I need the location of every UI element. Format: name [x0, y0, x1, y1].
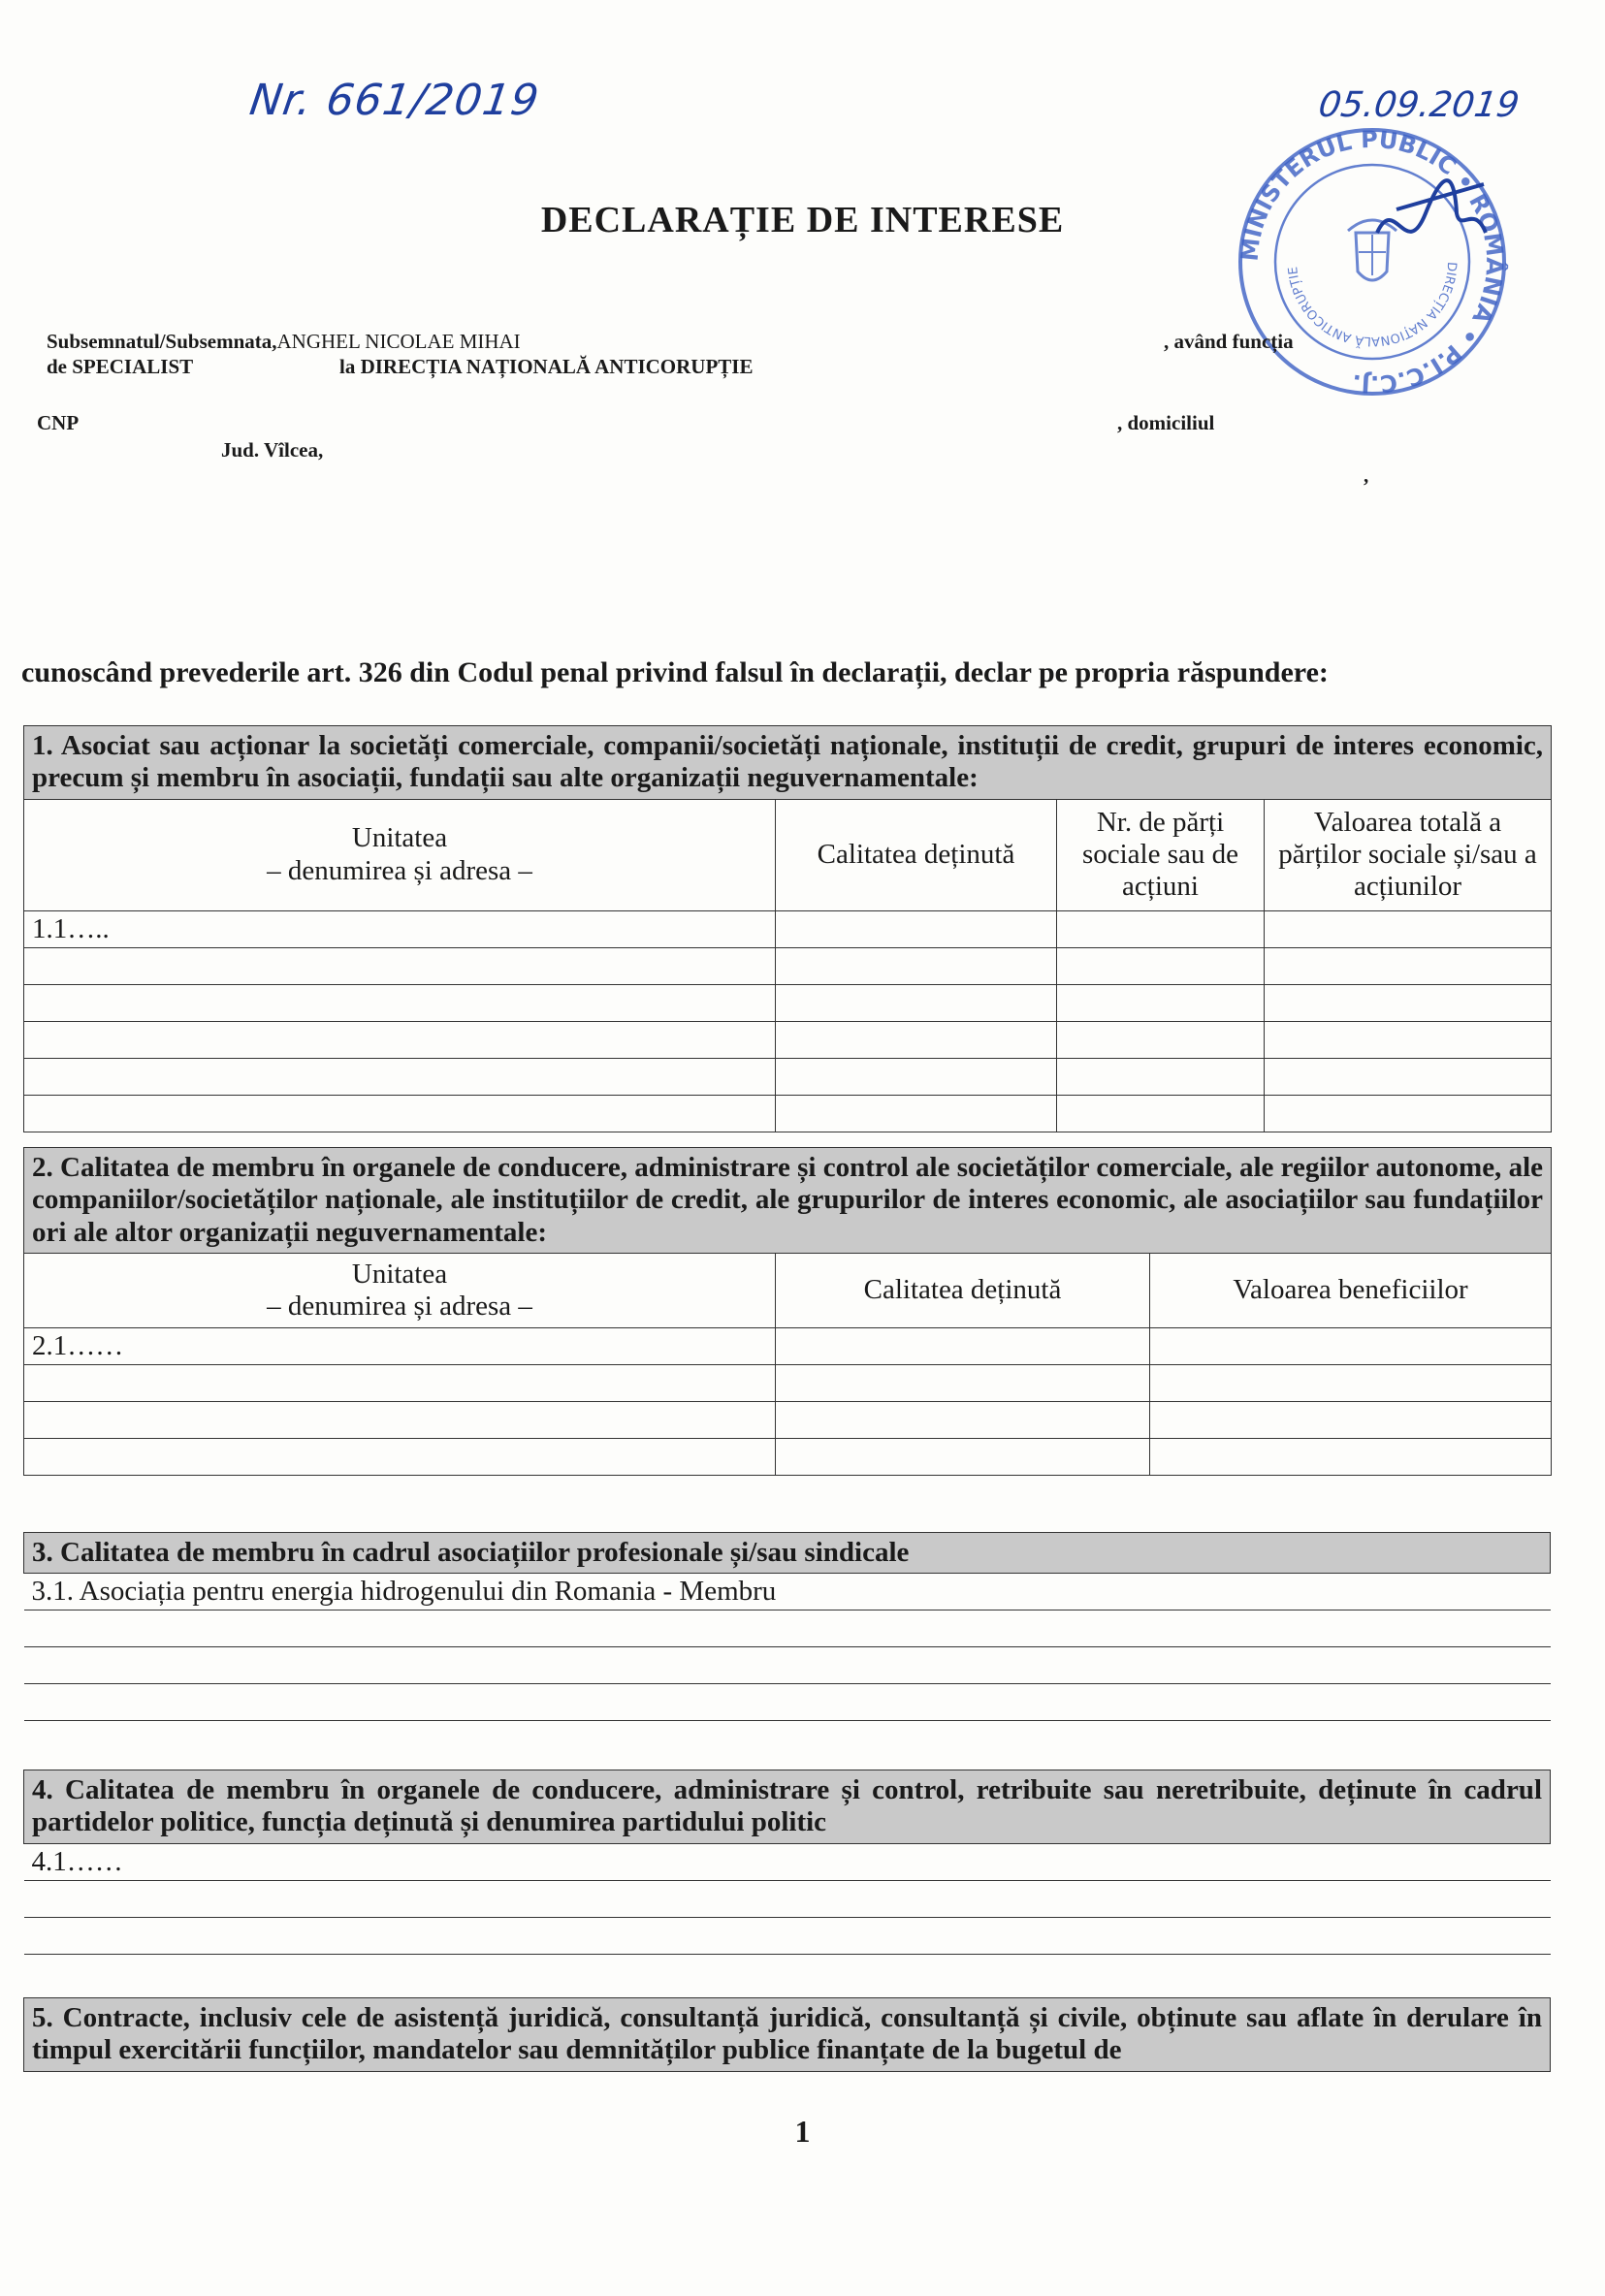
section-4-table	[23, 1770, 1551, 1955]
col-unit-line1: Unitatea	[351, 822, 448, 854]
col-unit-line2: – denumirea și adresa –	[267, 1291, 532, 1323]
official-stamp	[1232, 116, 1513, 407]
section-2-table	[23, 1147, 1552, 1476]
institution-value: la DIRECȚIA NAȚIONALĂ ANTICORUPȚIE	[339, 355, 754, 378]
section-1-table	[23, 725, 1552, 1132]
county-value: Jud. Vîlcea,	[221, 438, 324, 462]
section-1-col-value: Valoarea totală a părților sociale și/sau a acțiunilor	[1265, 799, 1552, 910]
section-2-col-benefits: Valoarea beneficiilor	[1150, 1254, 1552, 1328]
section-3-heading: 3. Calitatea de membru în cadrul asociațiilor profesionale și/sau sindicale	[24, 1533, 1551, 1574]
table-row	[24, 1439, 776, 1476]
table-row	[24, 1647, 1551, 1684]
section-5-table	[23, 1997, 1551, 2072]
table-row	[24, 1365, 776, 1402]
document-title: DECLARAȚIE DE INTERESE	[540, 200, 1065, 240]
section-2-row-1: 2.1……	[24, 1328, 776, 1365]
section-1-col-shares: Nr. de părți sociale sau de acțiuni	[1057, 799, 1265, 910]
declaration-intro: cunoscând prevederile art. 326 din Codul penal privind falsul în declarații, declar pe propria răspundere:	[21, 656, 1329, 688]
section-2-heading: 2. Calitatea de membru în organele de conducere, administrare și control ale societăților comerciale, ale regiilor autonome, ale companiilor/societăților naționale, ale instituțiilor de credit, ale grupurilor de interes economic, ale asociațiilor sau fundațiilor ori ale altor organizații neguvernamentale:	[24, 1148, 1552, 1254]
table-row	[24, 1058, 776, 1095]
function-value: de SPECIALIST	[47, 355, 194, 378]
table-row	[24, 984, 776, 1021]
subsemnatul-label: Subsemnatul/Subsemnata,	[47, 330, 277, 353]
function-label: , având funcția	[1164, 330, 1294, 353]
address-trailing-comma: ,	[1364, 463, 1369, 487]
section-1-col-quality: Calitatea deținută	[776, 799, 1057, 910]
section-2-col-quality: Calitatea deținută	[776, 1254, 1150, 1328]
stamp-outer-text: MINISTERUL PUBLIC • ROMÂNIA • P.I.C.C.J.	[1236, 125, 1509, 399]
cnp-label: CNP	[37, 411, 80, 434]
stamp-inner-text: DIRECȚIA NAȚIONALĂ ANTICORUPȚIE	[1286, 261, 1460, 349]
declarant-line	[47, 330, 521, 354]
section-2-col-unit	[24, 1254, 776, 1328]
page-number: 1	[794, 2114, 811, 2149]
section-4-row-1: 4.1……	[24, 1843, 1551, 1880]
handwritten-date: 05.09.2019	[1316, 85, 1523, 125]
section-1-col-unit	[24, 799, 776, 910]
handwritten-registration-number: Nr. 661/2019	[246, 76, 543, 125]
col-unit-line2: – denumirea și adresa –	[267, 854, 532, 886]
section-3-row-1: 3.1. Asociația pentru energia hidrogenului din Romania - Membru	[24, 1574, 1551, 1610]
table-row	[24, 1021, 776, 1058]
table-row	[24, 1684, 1551, 1721]
section-1-row-1: 1.1…..	[24, 910, 776, 947]
declarant-name: ANGHEL NICOLAE MIHAI	[276, 330, 521, 353]
table-row	[24, 1095, 776, 1132]
section-1-heading: 1. Asociat sau acționar la societăți comerciale, companii/societăți naționale, instituții de credit, grupuri de interes economic, precum și membru în asociații, fundații sau alte organizații neguvernamentale:	[24, 726, 1552, 800]
table-row	[24, 947, 776, 984]
col-unit-line1: Unitatea	[351, 1258, 448, 1290]
table-row	[24, 1610, 1551, 1647]
section-4-heading: 4. Calitatea de membru în organele de conducere, administrare și control, retribuite sau neretribuite, deținute în cadrul partidelor politice, funcția deținută și denumirea partidului politic	[24, 1770, 1551, 1844]
table-row	[24, 1880, 1551, 1917]
section-5-heading: 5. Contracte, inclusiv cele de asistență juridică, consultanță juridică, consultanță și civile, obținute sau aflate în derulare în timpul exercitării funcțiilor, mandatelor sau demnităților publice finanțate de la bugetul de	[24, 1998, 1551, 2072]
table-row	[24, 1917, 1551, 1954]
table-row	[24, 1402, 776, 1439]
section-3-table	[23, 1532, 1551, 1721]
domicile-label: , domiciliul	[1117, 411, 1215, 434]
